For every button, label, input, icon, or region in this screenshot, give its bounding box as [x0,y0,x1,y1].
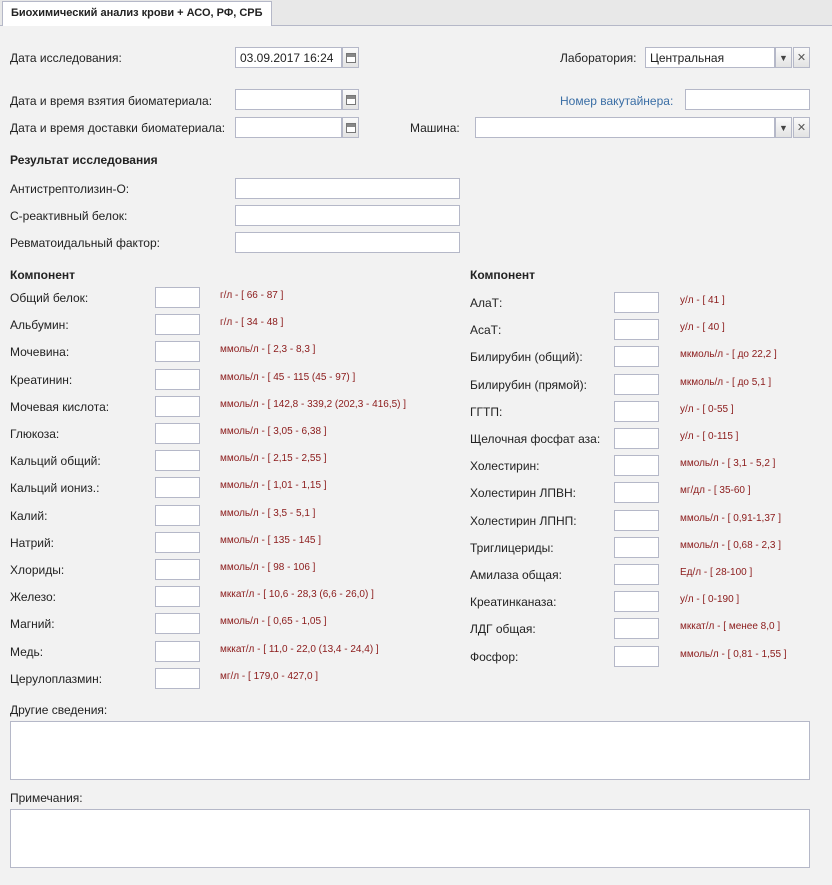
component-value-input[interactable] [614,564,659,585]
study-date-picker[interactable] [342,47,359,68]
component-label: Общий белок: [10,291,89,305]
component-value-input[interactable] [614,401,659,422]
calendar-icon [346,123,356,133]
component-label: Натрий: [10,535,54,550]
form-panel [0,26,832,885]
component-norm: ммоль/л - [ 135 - 145 ] [220,534,322,546]
component-norm: ммоль/л - [ 0,91-1,37 ] [680,512,782,524]
close-icon: ✕ [796,122,807,134]
component-norm: мкмоль/л - [ до 5,1 ] [680,376,772,388]
component-norm: ммоль/л - [ 3,1 - 5,2 ] [680,458,776,470]
component-value-input[interactable] [155,314,200,335]
result-label: Ревматоидальный фактор: [10,236,160,250]
machine-label: Машина: [410,121,460,135]
notes-textarea[interactable] [10,809,810,868]
component-norm: ммоль/л - [ 45 - 115 (45 - 97) ] [220,371,356,383]
component-value-input[interactable] [155,559,200,580]
component-label: Мочевая кислота: [10,399,110,414]
delivery-picker[interactable] [342,117,359,138]
component-label: Креатинин: [10,372,73,387]
component-label: ГГТП: [470,404,503,419]
component-label: Холестирин ЛПВН: [470,486,576,501]
component-value-input[interactable] [155,613,200,634]
component-norm: ммоль/л - [ 142,8 - 339,2 (202,3 - 416,5) ] [220,398,407,410]
component-label: Фосфор: [470,649,519,664]
component-norm: ммоль/л - [ 0,65 - 1,05 ] [220,616,327,628]
component-label: Медь: [10,644,44,659]
component-value-input[interactable] [614,510,659,531]
other-info-label: Другие сведения: [10,703,108,717]
tab-bar [0,0,832,26]
component-value-input[interactable] [155,341,200,362]
component-norm: у/л - [ 0-55 ] [680,403,734,415]
component-norm: мг/дл - [ 35-60 ] [680,485,751,497]
component-value-input[interactable] [614,292,659,313]
component-label: Хлориды: [10,563,65,577]
component-norm: у/л - [ 0-190 ] [680,594,740,606]
component-norm: г/л - [ 34 - 48 ] [220,317,284,329]
crp-input[interactable] [235,205,460,226]
component-norm: ммоль/л - [ 2,15 - 2,55 ] [220,453,327,465]
component-label: Глюкоза: [10,427,60,441]
component-norm: мккат/л - [ менее 8,0 ] [680,621,781,633]
component-label: Триглицериды: [470,540,554,555]
notes-label: Примечания: [10,791,83,805]
component-label: Церулоплазмин: [10,671,103,686]
lab-select[interactable]: Центральная [645,47,775,68]
chevron-down-icon: ▼ [779,52,788,63]
component-value-input[interactable] [614,319,659,340]
component-label: Магний: [10,617,55,632]
component-label: АсаТ: [470,323,502,338]
calendar-icon [346,53,356,63]
component-value-input[interactable] [155,532,200,553]
component-label: ЛДГ общая: [470,622,536,637]
lab-clear-button[interactable] [793,47,810,68]
component-norm: ммоль/л - [ 98 - 106 ] [220,562,316,573]
component-norm: мккат/л - [ 10,6 - 28,3 (6,6 - 26,0) ] [220,589,374,601]
sample-taken-label: Дата и время взятия биоматериала: [10,94,213,108]
machine-select[interactable] [475,117,775,138]
component-value-input[interactable] [614,591,659,612]
delivery-input[interactable] [235,117,342,138]
component-label: Билирубин (прямой): [470,377,587,392]
component-value-input[interactable] [155,668,200,689]
component-value-input[interactable] [614,428,659,449]
component-norm: у/л - [ 0-115 ] [680,431,739,442]
vacutainer-label: Номер вакутайнера: [560,94,674,108]
component-value-input[interactable] [155,423,200,444]
lab-label: Лаборатория: [560,51,637,65]
component-norm: г/л - [ 66 - 87 ] [220,290,284,301]
component-label: Кальций общий: [10,454,101,469]
component-value-input[interactable] [155,396,200,417]
component-label: Альбумин: [10,318,69,333]
component-value-input[interactable] [155,369,200,390]
component-value-input[interactable] [614,455,659,476]
component-label: Калий: [10,508,48,523]
calendar-icon [346,95,356,105]
component-label: Билирубин (общий): [470,350,583,365]
component-value-input[interactable] [614,618,659,639]
rf-input[interactable] [235,232,460,253]
component-value-input[interactable] [614,646,659,667]
machine-clear-button[interactable] [793,117,810,138]
component-label: Амилаза общая: [470,568,562,582]
components-left-title: Компонент [10,268,75,282]
component-norm: Ед/л - [ 28-100 ] [680,567,753,578]
component-norm: ммоль/л - [ 1,01 - 1,15 ] [220,480,327,492]
component-norm: ммоль/л - [ 3,05 - 6,38 ] [220,426,327,437]
component-label: Железо: [10,590,56,605]
component-value-input[interactable] [155,586,200,607]
close-icon: ✕ [796,52,807,64]
other-info-textarea[interactable] [10,721,810,780]
study-date-label: Дата исследования: [10,51,122,65]
chevron-down-icon: ▼ [779,122,788,133]
component-norm: ммоль/л - [ 0,81 - 1,55 ] [680,648,787,660]
components-right-title: Компонент [470,268,535,282]
component-value-input[interactable] [155,477,200,498]
component-value-input[interactable] [155,450,200,471]
result-section-title: Результат исследования [10,153,158,167]
component-norm: у/л - [ 40 ] [680,322,725,334]
component-label: Креатинканаза: [470,595,557,610]
component-label: АлаТ: [470,296,503,310]
component-label: Кальций иониз.: [10,481,100,496]
delivery-label: Дата и время доставки биоматериала: [10,121,226,135]
component-label: Холестирин ЛПНП: [470,513,577,528]
vacutainer-input[interactable] [685,89,810,110]
component-norm: ммоль/л - [ 0,68 - 2,3 ] [680,539,782,551]
component-value-input[interactable] [614,537,659,558]
component-label: Мочевина: [10,345,70,360]
component-label: Холестирин: [470,459,540,474]
component-value-input[interactable] [155,505,200,526]
component-value-input[interactable] [614,346,659,367]
component-norm: ммоль/л - [ 2,3 - 8,3 ] [220,344,316,356]
study-date-input[interactable]: 03.09.2017 16:24 [235,47,342,68]
component-norm: мкмоль/л - [ до 22,2 ] [680,349,777,361]
component-value-input[interactable] [614,374,659,395]
aso-input[interactable] [235,178,460,199]
sample-taken-input[interactable] [235,89,342,110]
tab-biochem[interactable]: Биохимический анализ крови + АСО, РФ, СРБ [2,1,272,26]
component-value-input[interactable] [614,482,659,503]
machine-dropdown-trigger[interactable] [775,117,792,138]
component-value-input[interactable] [155,287,200,308]
result-label: С-реактивный белок: [10,209,128,223]
component-value-input[interactable] [155,641,200,662]
lab-dropdown-trigger[interactable] [775,47,792,68]
component-norm: у/л - [ 41 ] [680,295,725,306]
sample-taken-picker[interactable] [342,89,359,110]
result-label: Антистрептолизин-О: [10,182,130,196]
component-label: Щелочная фосфат аза: [470,432,601,446]
component-norm: мккат/л - [ 11,0 - 22,0 (13,4 - 24,4) ] [220,643,379,655]
component-norm: ммоль/л - [ 3,5 - 5,1 ] [220,507,316,519]
component-norm: мг/л - [ 179,0 - 427,0 ] [220,670,319,682]
